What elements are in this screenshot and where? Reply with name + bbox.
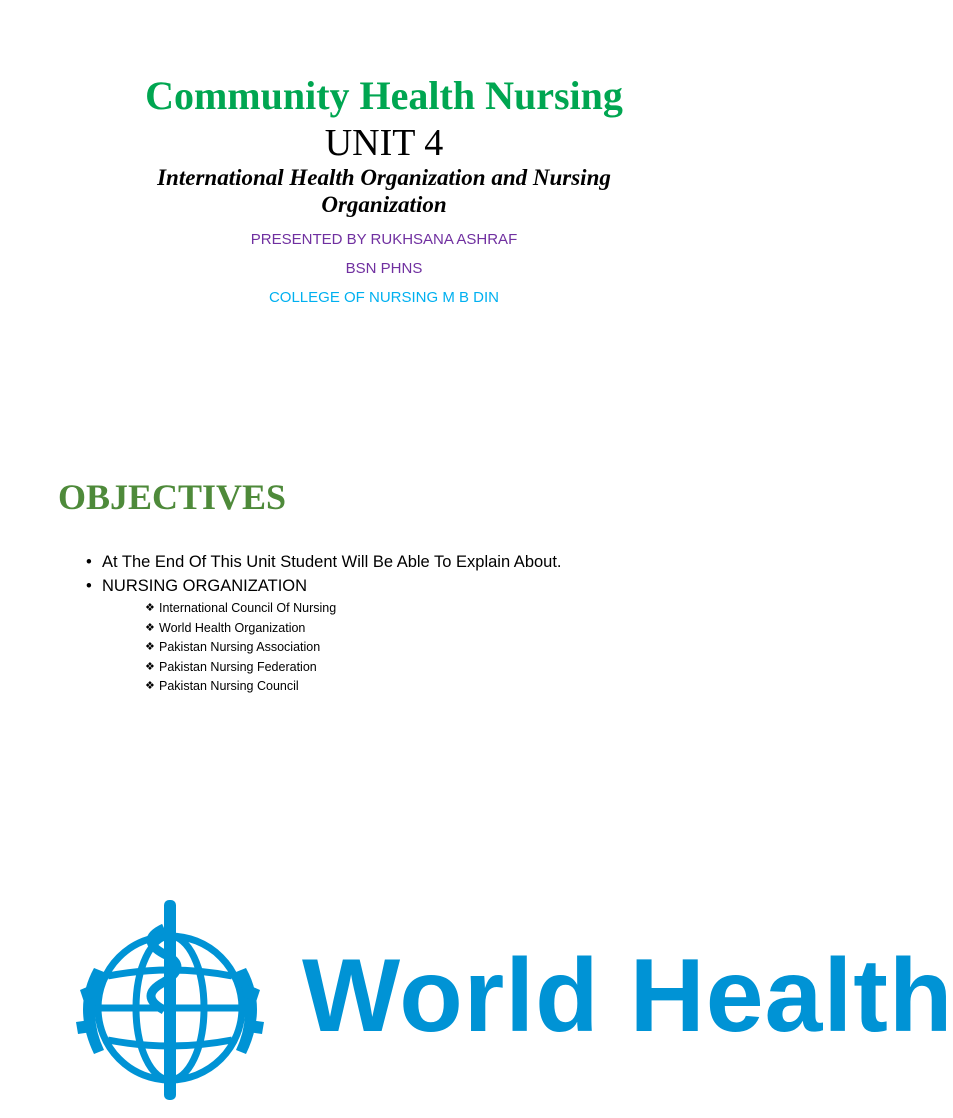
bullet-icon: • [86, 577, 92, 595]
objectives-heading: OBJECTIVES [58, 477, 287, 517]
title-slide [0, 0, 768, 330]
presenter-degree: BSN PHNS [345, 260, 423, 277]
organization-text: Pakistan Nursing Federation [159, 659, 317, 674]
organization-item [145, 658, 336, 678]
objectives-list [86, 550, 562, 598]
slide-title: Community Health Nursing [145, 73, 623, 118]
objective-text: NURSING ORGANIZATION [102, 577, 308, 595]
objective-item [86, 574, 562, 598]
objective-text: At The End Of This Unit Student Will Be Able To Explain About. [102, 553, 562, 571]
diamond-bullet-icon: ❖ [145, 660, 155, 673]
organization-list [145, 599, 336, 697]
diamond-bullet-icon: ❖ [145, 602, 155, 614]
presenter-name: PRESENTED BY RUKHSANA ASHRAF [250, 231, 518, 248]
bullet-icon: • [86, 553, 92, 571]
who-logo-slide [0, 880, 953, 1054]
objective-item [86, 550, 562, 574]
college-name: COLLEGE OF NURSING M B DIN [268, 289, 500, 306]
diamond-bullet-icon: ❖ [145, 641, 155, 654]
who-logo-text: World Health [302, 938, 953, 1054]
organization-item [145, 619, 336, 639]
who-emblem-icon [60, 898, 280, 1118]
organization-text: Pakistan Nursing Association [159, 640, 321, 655]
organization-item [145, 599, 336, 619]
organization-item [145, 638, 336, 658]
objectives-slide [0, 448, 768, 768]
diamond-bullet-icon: ❖ [145, 621, 155, 634]
unit-number: UNIT 4 [324, 122, 444, 164]
diamond-bullet-icon: ❖ [145, 680, 155, 693]
organization-text: International Council Of Nursing [159, 601, 337, 615]
organization-text: World Health Organization [159, 620, 306, 635]
organization-item [145, 677, 336, 697]
slide-subtitle: International Health Organization and Nursing Organization [157, 165, 611, 217]
organization-text: Pakistan Nursing Council [159, 679, 299, 694]
